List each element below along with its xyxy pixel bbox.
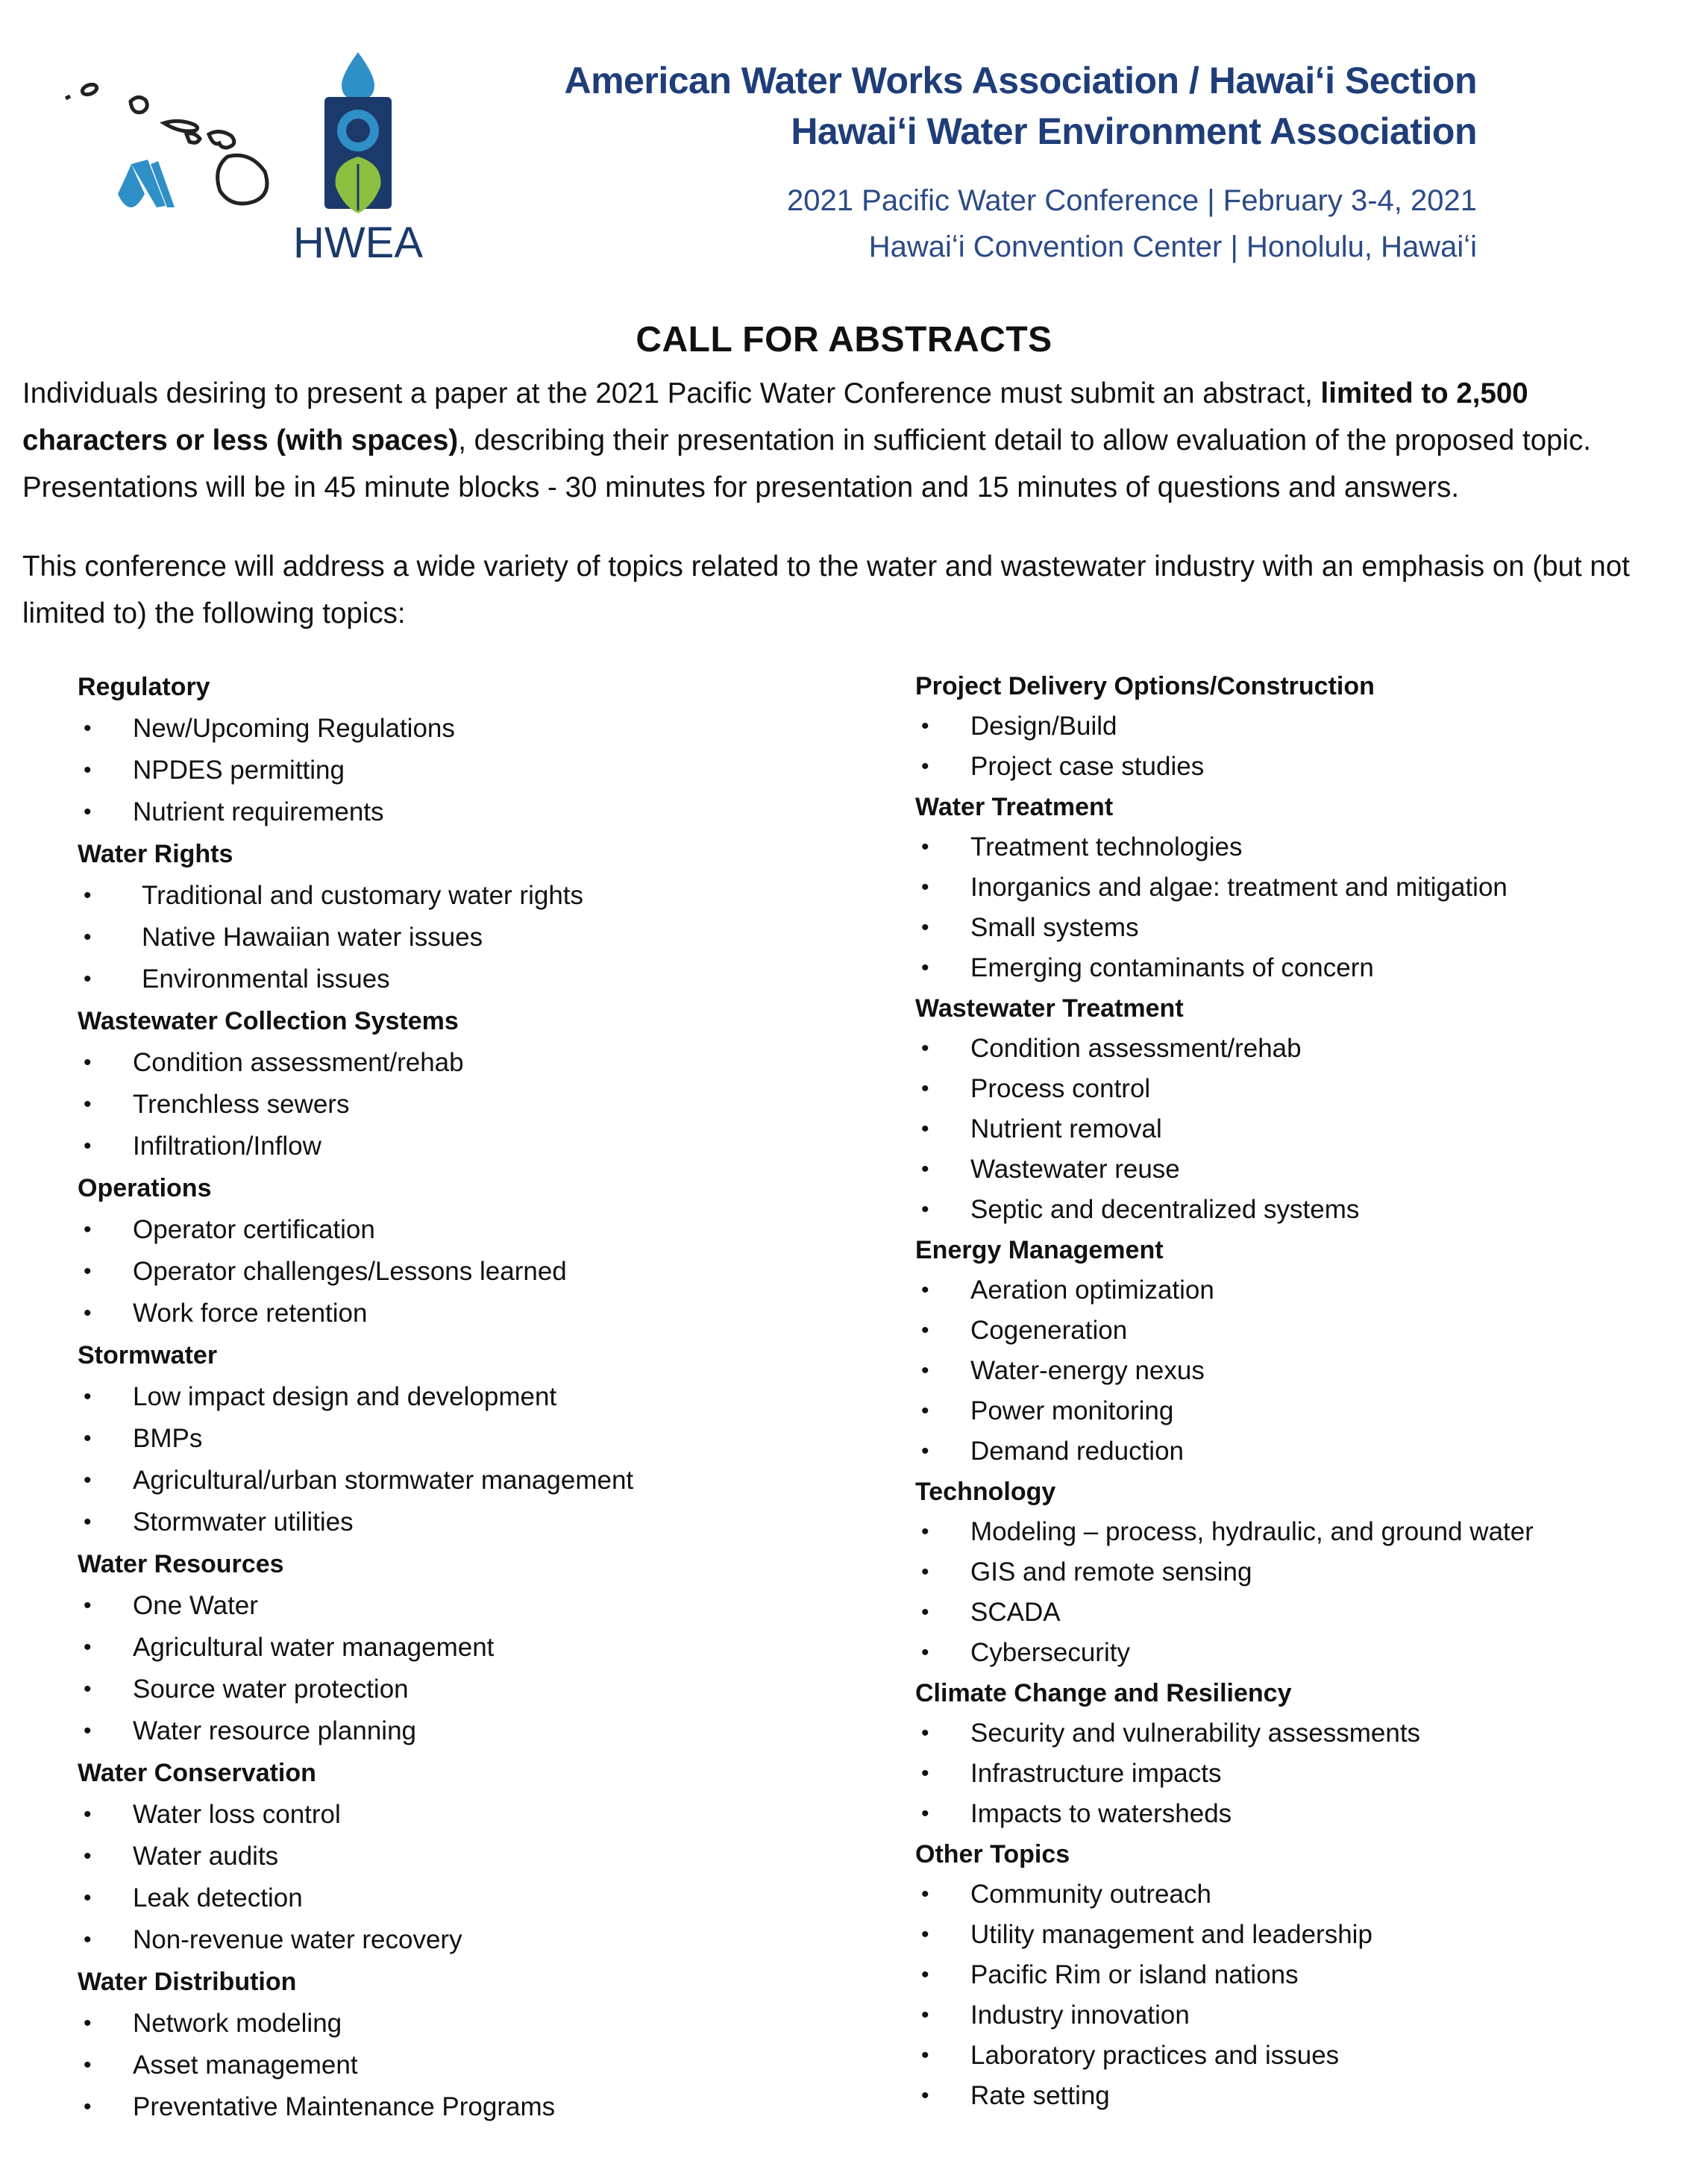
- item-text: Low impact design and development: [133, 1382, 557, 1411]
- section-title: Water Resources: [78, 1550, 284, 1578]
- bullet-icon: •: [921, 1519, 929, 1544]
- list-item: [78, 1669, 868, 1710]
- bullet-icon: •: [84, 1886, 92, 1910]
- item-text: Preventative Maintenance Programs: [133, 2092, 556, 2121]
- item-text: Demand reduction: [970, 1437, 1184, 1466]
- list-item: [915, 867, 1688, 908]
- item-text: Operator certification: [133, 1215, 375, 1244]
- list-item: [915, 1190, 1688, 1230]
- item-text: Stormwater utilities: [133, 1507, 354, 1537]
- bullet-icon: •: [921, 1962, 929, 1987]
- list-item: [915, 1754, 1688, 1794]
- list-item: [78, 958, 868, 1000]
- item-text: Modeling – process, hydraulic, and ground water: [970, 1517, 1534, 1546]
- bullet-icon: •: [921, 835, 929, 859]
- item-text: Condition assessment/rehab: [133, 1048, 464, 1077]
- section-title: Water Treatment: [915, 793, 1114, 821]
- list-item: [915, 1794, 1688, 1834]
- list-item: [78, 1877, 868, 1919]
- section-title: Water Rights: [78, 840, 233, 868]
- list-item: [915, 2036, 1688, 2076]
- bullet-icon: •: [84, 1259, 92, 1284]
- list-item: [78, 1376, 868, 1418]
- bullet-icon: •: [921, 956, 929, 980]
- item-text: Environmental issues: [142, 964, 390, 994]
- item-text: One Water: [133, 1591, 258, 1620]
- item-text: Native Hawaiian water issues: [142, 923, 483, 952]
- section-water-distribution: [78, 1961, 868, 2128]
- bullet-icon: •: [84, 1092, 92, 1117]
- bullet-icon: •: [921, 754, 929, 779]
- org-line-2: Hawaiʻi Water Environment Association: [791, 110, 1477, 152]
- section-water-treatment: [915, 787, 1688, 988]
- list-item: [78, 1418, 868, 1460]
- list-item: [78, 791, 868, 833]
- item-text: Nutrient removal: [970, 1114, 1162, 1143]
- bullet-icon: •: [921, 2043, 929, 2068]
- item-text: Leak detection: [133, 1883, 303, 1912]
- bullet-icon: •: [921, 2083, 929, 2108]
- list-item: [915, 908, 1688, 948]
- section-title: Stormwater: [78, 1341, 218, 1369]
- list-item: [78, 1502, 868, 1543]
- page-title: CALL FOR ABSTRACTS: [636, 320, 1052, 360]
- bullet-icon: •: [921, 1882, 929, 1907]
- item-text: Agricultural/urban stormwater management: [133, 1466, 634, 1495]
- bullet-icon: •: [921, 1560, 929, 1584]
- list-item: [78, 1084, 868, 1126]
- bullet-icon: •: [84, 1677, 92, 1701]
- list-item: [915, 1029, 1688, 1069]
- list-item: [78, 750, 868, 791]
- bullet-icon: •: [84, 1719, 92, 1743]
- section-wastewater-collection: [78, 1000, 868, 1167]
- bullet-icon: •: [84, 1635, 92, 1660]
- list-item: [915, 1069, 1688, 1109]
- intro-bold-limit: limited to 2,500 characters or less (with spaces): [22, 377, 1528, 456]
- hwea-logo-text: HWEA: [293, 219, 423, 267]
- bullet-icon: •: [921, 1399, 929, 1423]
- bullet-icon: •: [921, 1761, 929, 1786]
- item-text: Water audits: [133, 1842, 279, 1871]
- org-line-1: American Water Works Association / Hawaiʻi Section: [564, 60, 1477, 101]
- section-regulatory: [78, 666, 868, 833]
- list-item: [78, 1251, 868, 1293]
- bullet-icon: •: [84, 1844, 92, 1868]
- bullet-icon: •: [921, 2003, 929, 2027]
- section-water-rights: [78, 833, 868, 1000]
- section-title: Wastewater Collection Systems: [78, 1007, 459, 1035]
- list-item: [78, 2086, 868, 2128]
- topics-left-column: [78, 666, 868, 2128]
- list-item: [915, 1512, 1688, 1552]
- bullet-icon: •: [921, 1358, 929, 1383]
- list-item: [915, 1874, 1688, 1915]
- bullet-icon: •: [921, 915, 929, 940]
- list-item: [915, 1995, 1688, 2036]
- item-text: BMPs: [133, 1424, 203, 1453]
- awwa-logo-icon: [118, 160, 175, 207]
- item-text: Septic and decentralized systems: [970, 1195, 1360, 1224]
- list-item: [78, 1585, 868, 1627]
- item-text: Work force retention: [133, 1299, 368, 1328]
- hwea-logo-icon: [324, 52, 392, 213]
- bullet-icon: •: [84, 1468, 92, 1493]
- topics-right-column: [915, 666, 1688, 2116]
- organization-header: [564, 55, 1477, 270]
- list-item: [78, 1919, 868, 1961]
- list-item: [915, 706, 1688, 747]
- item-text: Infrastructure impacts: [970, 1759, 1222, 1788]
- bullet-icon: •: [921, 1318, 929, 1343]
- list-item: [78, 875, 868, 917]
- item-text: Power monitoring: [970, 1396, 1174, 1425]
- item-text: Trenchless sewers: [133, 1090, 350, 1119]
- item-text: Pacific Rim or island nations: [970, 1960, 1299, 1989]
- list-item: [78, 1710, 868, 1752]
- bullet-icon: •: [84, 1217, 92, 1242]
- item-text: Agricultural water management: [133, 1633, 495, 1662]
- section-technology: [915, 1472, 1688, 1673]
- item-text: Operator challenges/Lessons learned: [133, 1257, 567, 1286]
- bullet-icon: •: [921, 1117, 929, 1141]
- section-project-delivery: [915, 666, 1688, 787]
- bullet-icon: •: [84, 1134, 92, 1158]
- bullet-icon: •: [921, 1721, 929, 1745]
- item-text: Rate setting: [970, 2081, 1110, 2110]
- intro-text-2: , describing their presentation in sufficient detail to allow evaluation of the proposed topic. Presentations will be in 45 minute blocks - 30 minutes for presentation and 15 minutes of questions and answers.: [22, 424, 1592, 503]
- item-text: Water-energy nexus: [970, 1356, 1205, 1385]
- section-title: Regulatory: [78, 673, 210, 701]
- section-title: Project Delivery Options/Construction: [915, 672, 1375, 700]
- list-item: [78, 1126, 868, 1167]
- item-text: NPDES permitting: [133, 756, 345, 785]
- bullet-icon: •: [921, 1439, 929, 1463]
- bullet-icon: •: [84, 1510, 92, 1534]
- item-text: GIS and remote sensing: [970, 1557, 1252, 1587]
- item-text: Network modeling: [133, 2009, 342, 2038]
- list-item: [915, 1592, 1688, 1633]
- item-text: Water resource planning: [133, 1716, 417, 1745]
- item-text: New/Upcoming Regulations: [133, 714, 455, 743]
- section-climate-change: [915, 1673, 1688, 1834]
- section-title: Energy Management: [915, 1236, 1164, 1264]
- list-item: [78, 2003, 868, 2045]
- list-item: [915, 1391, 1688, 1431]
- item-text: Source water protection: [133, 1675, 409, 1704]
- item-text: Project case studies: [970, 752, 1205, 781]
- item-text: Industry innovation: [970, 2001, 1190, 2030]
- bullet-icon: •: [921, 1801, 929, 1826]
- hawaiian-islands-awwa-logo: [60, 52, 462, 276]
- bullet-icon: •: [921, 714, 929, 738]
- bullet-icon: •: [84, 1802, 92, 1827]
- item-text: Laboratory practices and issues: [970, 2041, 1340, 2070]
- section-other-topics: [915, 1834, 1688, 2116]
- section-title: Operations: [78, 1174, 212, 1202]
- section-title: Water Conservation: [78, 1759, 316, 1787]
- list-item: [78, 1836, 868, 1877]
- bullet-icon: •: [84, 758, 92, 782]
- list-item: [78, 708, 868, 750]
- bullet-icon: •: [84, 2011, 92, 2036]
- list-item: [78, 1627, 868, 1669]
- bullet-icon: •: [84, 1426, 92, 1451]
- bullet-icon: •: [84, 967, 92, 991]
- list-item: [915, 948, 1688, 988]
- bullet-icon: •: [84, 2094, 92, 2119]
- item-text: Community outreach: [970, 1880, 1211, 1909]
- list-item: [78, 1209, 868, 1251]
- item-text: Asset management: [133, 2050, 358, 2080]
- logo-area: [60, 52, 462, 276]
- bullet-icon: •: [921, 1600, 929, 1625]
- section-energy-management: [915, 1230, 1688, 1472]
- list-item: [915, 1552, 1688, 1592]
- section-title: Climate Change and Resiliency: [915, 1679, 1292, 1707]
- bullet-icon: •: [84, 1384, 92, 1409]
- bullet-icon: •: [84, 883, 92, 908]
- bullet-icon: •: [84, 2053, 92, 2077]
- item-text: Treatment technologies: [970, 832, 1243, 862]
- bullet-icon: •: [84, 716, 92, 741]
- intro-paragraph-2: This conference will address a wide variety of topics related to the water and wastewater industry with an emphasis on (but not limited to) the following topics:: [22, 550, 1630, 630]
- section-title: Other Topics: [915, 1840, 1070, 1868]
- item-text: Utility management and leadership: [970, 1920, 1372, 1949]
- list-item: [78, 1794, 868, 1836]
- list-item: [915, 1633, 1688, 1673]
- list-item: [915, 1311, 1688, 1351]
- list-item: [915, 1351, 1688, 1391]
- list-item: [915, 1431, 1688, 1472]
- section-title: Water Distribution: [78, 1968, 297, 1996]
- bullet-icon: •: [921, 1076, 929, 1101]
- section-wastewater-treatment: [915, 988, 1688, 1230]
- list-item: [78, 917, 868, 958]
- section-operations: [78, 1167, 868, 1334]
- bullet-icon: •: [84, 1927, 92, 1952]
- item-text: Design/Build: [970, 712, 1117, 741]
- list-item: [915, 827, 1688, 867]
- section-title: Wastewater Treatment: [915, 994, 1184, 1023]
- bullet-icon: •: [921, 875, 929, 900]
- item-text: SCADA: [970, 1598, 1061, 1627]
- list-item: [78, 1293, 868, 1334]
- list-item: [915, 747, 1688, 787]
- section-stormwater: [78, 1334, 868, 1543]
- item-text: Wastewater reuse: [970, 1155, 1180, 1184]
- bullet-icon: •: [921, 1278, 929, 1302]
- list-item: [78, 2045, 868, 2086]
- item-text: Cogeneration: [970, 1316, 1128, 1345]
- list-item: [915, 1270, 1688, 1311]
- section-water-resources: [78, 1543, 868, 1752]
- bullet-icon: •: [84, 1050, 92, 1075]
- section-title: Technology: [915, 1478, 1056, 1506]
- bullet-icon: •: [921, 1640, 929, 1665]
- bullet-icon: •: [84, 1301, 92, 1325]
- event-line: 2021 Pacific Water Conference | February 3-4, 2021: [787, 184, 1477, 217]
- item-text: Water loss control: [133, 1800, 341, 1829]
- bullet-icon: •: [921, 1157, 929, 1182]
- bullet-icon: •: [921, 1922, 929, 1947]
- list-item: [915, 1109, 1688, 1149]
- list-item: [915, 1955, 1688, 1995]
- list-item: [915, 1149, 1688, 1190]
- item-text: Cybersecurity: [970, 1638, 1130, 1667]
- bullet-icon: •: [921, 1036, 929, 1061]
- intro-paragraph-1: [22, 370, 1671, 511]
- item-text: Condition assessment/rehab: [970, 1034, 1302, 1063]
- venue-line: Hawaiʻi Convention Center | Honolulu, Hawaiʻi: [868, 230, 1477, 263]
- bullet-icon: •: [84, 1593, 92, 1618]
- list-item: [915, 2076, 1688, 2116]
- section-water-conservation: [78, 1752, 868, 1961]
- item-text: Infiltration/Inflow: [133, 1132, 321, 1161]
- item-text: Impacts to watersheds: [970, 1799, 1232, 1828]
- bullet-icon: •: [84, 800, 92, 824]
- bullet-icon: •: [921, 1197, 929, 1222]
- item-text: Inorganics and algae: treatment and mitigation: [970, 873, 1507, 902]
- item-text: Small systems: [970, 913, 1139, 942]
- list-item: [915, 1713, 1688, 1754]
- item-text: Nutrient requirements: [133, 797, 384, 826]
- item-text: Security and vulnerability assessments: [970, 1719, 1421, 1748]
- bullet-icon: •: [84, 925, 92, 950]
- item-text: Process control: [970, 1074, 1151, 1103]
- item-text: Aeration optimization: [970, 1275, 1214, 1305]
- item-text: Non-revenue water recovery: [133, 1925, 462, 1954]
- list-item: [78, 1460, 868, 1502]
- list-item: [915, 1915, 1688, 1955]
- item-text: Emerging contaminants of concern: [970, 953, 1374, 982]
- list-item: [78, 1042, 868, 1084]
- intro-text-1: Individuals desiring to present a paper at the 2021 Pacific Water Conference must submit an abstract,: [22, 377, 1321, 410]
- item-text: Traditional and customary water rights: [142, 881, 584, 910]
